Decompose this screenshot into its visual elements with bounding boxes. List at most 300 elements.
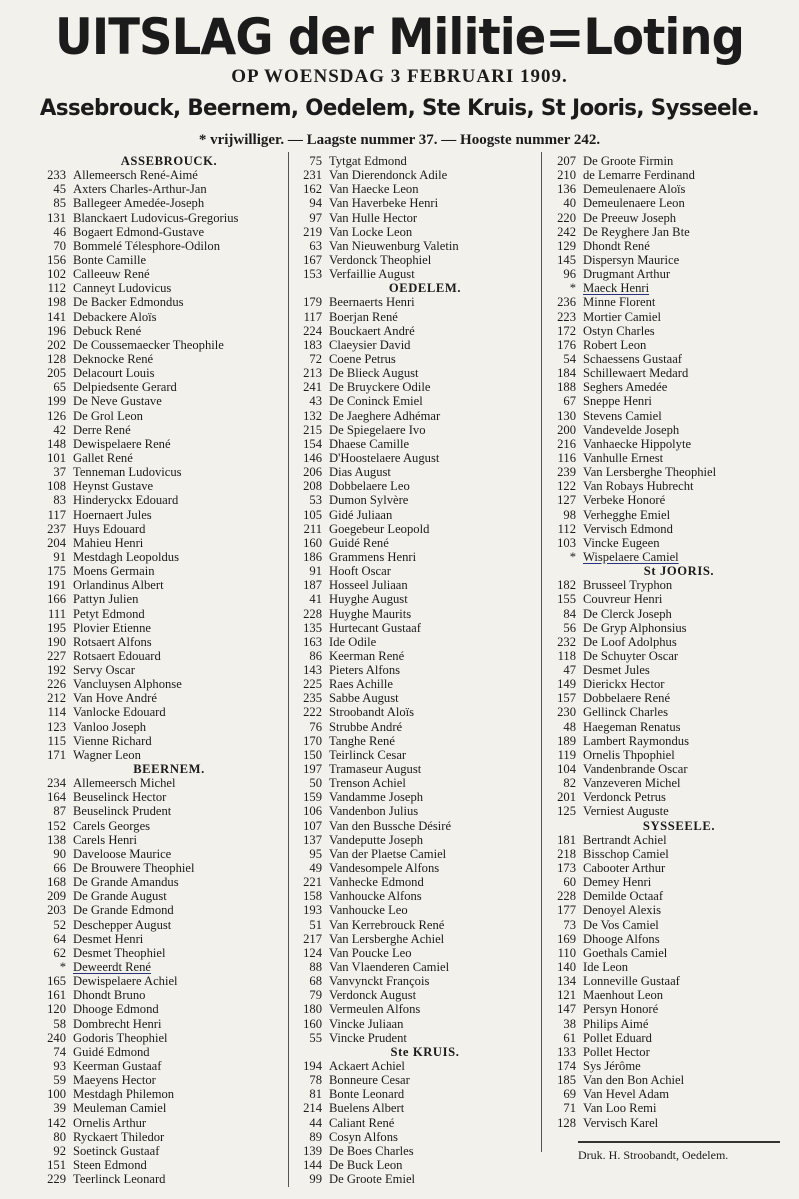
list-item <box>294 508 556 522</box>
list-item <box>294 776 556 790</box>
lot-number: 102 <box>47 267 66 282</box>
list-item <box>38 932 300 946</box>
lot-number: 179 <box>303 295 322 310</box>
list-item <box>548 536 799 550</box>
lot-number: 139 <box>303 1143 322 1158</box>
conscript-name: Van den Bussche Désiré <box>329 818 452 833</box>
lot-number: 126 <box>47 408 66 423</box>
towns-heading: Assebrouck, Beernem, Oedelem, Ste Kruis, St Jooris, Sysseele. <box>39 96 760 121</box>
conscript-name: Denoyel Alexis <box>583 903 661 918</box>
list-item <box>38 875 300 889</box>
conscript-name: Van Hove André <box>73 691 157 706</box>
lot-number: 138 <box>47 832 66 847</box>
conscript-name: Mahieu Henri <box>73 535 144 550</box>
lot-number: 108 <box>47 479 66 494</box>
conscript-name: Soetinck Gustaaf <box>73 1143 160 1158</box>
lot-number: 188 <box>557 380 576 395</box>
conscript-name: Verdonck Theophiel <box>329 252 432 267</box>
column-1 <box>38 154 300 1186</box>
lot-number: 226 <box>47 677 66 692</box>
lot-number: 67 <box>563 394 576 409</box>
conscript-name: Van der Plaetse Camiel <box>329 846 447 861</box>
list-item <box>38 1017 300 1031</box>
lot-number: 154 <box>303 436 322 451</box>
conscript-name: Robert Leon <box>583 337 647 352</box>
list-item <box>294 1172 556 1186</box>
lot-number: 155 <box>557 592 576 607</box>
lot-number: 124 <box>303 945 322 960</box>
list-item <box>294 522 556 536</box>
list-item <box>548 663 799 677</box>
lot-number: 231 <box>303 168 322 183</box>
lot-number: 128 <box>47 351 66 366</box>
lot-number: 104 <box>557 762 576 777</box>
conscript-name: D'Hoostelaere August <box>329 450 440 465</box>
lot-number: 101 <box>47 450 66 465</box>
conscript-name: Philips Aimé <box>583 1016 649 1031</box>
lot-number: 90 <box>53 846 66 861</box>
conscript-name: Daveloose Maurice <box>73 846 172 861</box>
list-item <box>294 1144 556 1158</box>
lot-number: 41 <box>309 592 322 607</box>
list-item <box>548 691 799 705</box>
conscript-name: Wagner Leon <box>73 747 141 762</box>
list-item <box>38 889 300 903</box>
list-item <box>294 564 556 578</box>
lot-number: 218 <box>557 846 576 861</box>
lot-number: 163 <box>303 634 322 649</box>
lot-number: 158 <box>303 889 322 904</box>
conscript-name: Lambert Raymondus <box>583 733 689 748</box>
list-item <box>38 734 300 748</box>
list-item <box>548 451 799 465</box>
conscript-name: Bommelé Télesphore-Odilon <box>73 238 221 253</box>
list-item <box>294 1017 556 1031</box>
conscript-name: Van Lersberghe Theophiel <box>583 465 717 480</box>
lot-number: 122 <box>557 479 576 494</box>
conscript-name: De Groote Firmin <box>583 154 674 168</box>
list-item <box>294 310 556 324</box>
list-item <box>548 253 799 267</box>
conscript-name: Canneyt Ludovicus <box>73 281 172 296</box>
conscript-name: Allemeersch Michel <box>73 776 176 791</box>
list-item <box>548 790 799 804</box>
list-item <box>38 394 300 408</box>
lot-number: 145 <box>557 252 576 267</box>
lot-number: 117 <box>303 309 322 324</box>
conscript-name: Hurtecant Gustaaf <box>329 620 421 635</box>
lot-number: 71 <box>563 1101 576 1116</box>
lot-number: 150 <box>303 747 322 762</box>
list-item <box>38 1116 300 1130</box>
lot-number: 78 <box>309 1073 322 1088</box>
lot-number: 169 <box>557 931 576 946</box>
conscript-name: Carels Georges <box>73 818 151 833</box>
conscript-name: Dhaese Camille <box>329 436 410 451</box>
lot-number: 144 <box>303 1157 322 1172</box>
lot-number: 196 <box>47 323 66 338</box>
conscript-name: Caliant René <box>329 1115 395 1130</box>
list-item <box>294 394 556 408</box>
lot-number: 62 <box>53 945 66 960</box>
conscript-name: Goegebeur Leopold <box>329 521 430 536</box>
lot-number: 128 <box>557 1115 576 1130</box>
list-item <box>294 295 556 309</box>
lot-number: 47 <box>563 663 576 678</box>
list-item <box>294 1002 556 1016</box>
lot-number: 76 <box>309 719 322 734</box>
lot-number: 103 <box>557 535 576 550</box>
list-item <box>294 1116 556 1130</box>
lot-number: 201 <box>557 790 576 805</box>
lot-number: 50 <box>309 776 322 791</box>
list-item <box>548 974 799 988</box>
lot-number: 117 <box>47 507 66 522</box>
conscript-name: Tanghe René <box>329 733 395 748</box>
conscript-name: Strubbe André <box>329 719 403 734</box>
list-item <box>294 691 556 705</box>
conscript-name: Vincke Eugeen <box>583 535 660 550</box>
lot-number: 110 <box>557 945 576 960</box>
lot-number: 66 <box>53 861 66 876</box>
list-item <box>548 932 799 946</box>
section-heading: SYSSEELE. <box>642 818 716 833</box>
conscript-name: De Grande Amandus <box>73 875 179 890</box>
list-item <box>38 790 300 804</box>
list-item <box>38 748 300 762</box>
conscript-name: Demey Henri <box>583 875 652 890</box>
list-item <box>548 960 799 974</box>
conscript-name: Verhegghe Emiel <box>583 507 671 522</box>
conscript-name: Dobbelaere René <box>583 691 671 706</box>
lot-number: 227 <box>47 648 66 663</box>
printer-credit: Druk. H. Stroobandt, Oedelem. <box>578 1148 729 1162</box>
list-item <box>548 720 799 734</box>
list-item <box>38 974 300 988</box>
lot-number: 180 <box>303 1002 322 1017</box>
conscript-name: Mestdagh Leopoldus <box>73 549 179 564</box>
list-item <box>294 182 556 196</box>
lot-number: 91 <box>309 564 322 579</box>
conscript-name: Stroobandt Aloïs <box>329 705 415 720</box>
list-item <box>548 182 799 196</box>
lot-number: 136 <box>557 182 576 197</box>
conscript-name: Brusseel Tryphon <box>583 578 673 593</box>
lot-number: 185 <box>557 1073 576 1088</box>
list-item <box>38 946 300 960</box>
list-item <box>294 1130 556 1144</box>
list-item <box>294 918 556 932</box>
conscript-name: Plovier Etienne <box>73 620 151 635</box>
conscript-name: Pollet Hector <box>583 1044 650 1059</box>
conscript-name: Van Poucke Leo <box>329 945 412 960</box>
conscript-name: De Brouwere Theophiel <box>73 861 195 876</box>
conscript-name: De Coussemaecker Theophile <box>73 337 224 352</box>
list-item <box>548 550 799 564</box>
conscript-name: Vandesompele Alfons <box>329 861 440 876</box>
list-item <box>38 1045 300 1059</box>
list-item <box>294 196 556 210</box>
lot-number: 105 <box>303 507 322 522</box>
conscript-name: Ide Odile <box>329 634 377 649</box>
lot-number: 75 <box>309 154 322 168</box>
lot-number: 147 <box>557 1002 576 1017</box>
lot-number: 45 <box>53 182 66 197</box>
conscript-name: Couvreur Henri <box>583 592 663 607</box>
conscript-name: Van den Bon Achiel <box>583 1073 685 1088</box>
list-item <box>294 409 556 423</box>
list-item <box>38 564 300 578</box>
list-item <box>38 1158 300 1172</box>
conscript-name: Sys Jérôme <box>583 1059 641 1073</box>
lot-number: 65 <box>53 380 66 395</box>
conscript-name: Bouckaert André <box>329 323 415 338</box>
lot-number: 204 <box>47 535 66 550</box>
conscript-name: Rotsaert Edouard <box>73 648 161 663</box>
lot-number: 157 <box>557 691 576 706</box>
conscript-name: Coene Petrus <box>329 351 396 366</box>
list-item <box>294 1031 556 1045</box>
lot-number: 152 <box>47 818 66 833</box>
conscript-name: Ornelis Arthur <box>73 1115 147 1130</box>
list-item <box>548 493 799 507</box>
conscript-name: Dhooge Alfons <box>583 931 660 946</box>
conscript-name: Huyghe Maurits <box>329 606 412 621</box>
list-item <box>548 338 799 352</box>
lot-number: 193 <box>303 903 322 918</box>
lot-number: 175 <box>47 564 66 579</box>
list-item <box>38 819 300 833</box>
conscript-name: De Gryp Alphonsius <box>583 620 687 635</box>
lot-number: 234 <box>47 776 66 791</box>
lot-number: 129 <box>557 238 576 253</box>
conscript-name: De Groote Emiel <box>329 1172 416 1187</box>
lot-number: 93 <box>53 1059 66 1073</box>
conscript-name: Vervisch Karel <box>583 1115 659 1130</box>
list-item <box>38 607 300 621</box>
conscript-name: De Schuyter Oscar <box>583 648 679 663</box>
lot-number: 97 <box>309 210 322 225</box>
lot-number: 85 <box>53 196 66 211</box>
list-item <box>548 1087 799 1101</box>
lot-number: 53 <box>309 493 322 508</box>
lot-number: 94 <box>309 196 322 211</box>
lot-number: 132 <box>303 408 322 423</box>
lot-number: 72 <box>309 351 322 366</box>
conscript-name: Huys Edouard <box>73 521 146 536</box>
conscript-name: Vanhecke Edmond <box>329 875 424 890</box>
conscript-name: Derre René <box>73 422 131 437</box>
lot-number: 160 <box>303 1016 322 1031</box>
list-item <box>548 776 799 790</box>
list-item <box>548 635 799 649</box>
list-item <box>294 847 556 861</box>
list-item <box>548 1031 799 1045</box>
conscript-name: Desmet Henri <box>73 931 144 946</box>
conscript-name: Boerjan René <box>329 309 398 324</box>
list-item <box>294 932 556 946</box>
lot-number: * <box>569 549 576 564</box>
conscript-name: Verniest Auguste <box>583 804 669 819</box>
conscript-name: Bisschop Camiel <box>583 846 669 861</box>
conscript-name: Dias August <box>329 465 391 480</box>
list-item <box>294 352 556 366</box>
lot-number: 84 <box>563 606 576 621</box>
lot-number: 162 <box>303 182 322 197</box>
conscript-name: Dewispelaere René <box>73 436 171 451</box>
list-item <box>548 380 799 394</box>
list-item <box>294 536 556 550</box>
list-item <box>294 974 556 988</box>
lot-number: 99 <box>309 1172 322 1187</box>
column-divider <box>288 152 289 1187</box>
lot-number: 160 <box>303 535 322 550</box>
conscript-name: Hosseel Juliaan <box>329 578 408 593</box>
conscript-name: Teirlinck Cesar <box>329 747 407 762</box>
conscript-name: Godoris Theophiel <box>73 1030 168 1045</box>
conscript-name: Cosyn Alfons <box>329 1129 398 1144</box>
lot-number: 240 <box>47 1030 66 1045</box>
conscript-name: Wispelaere Camiel <box>583 549 679 564</box>
lot-number: 167 <box>303 252 322 267</box>
list-item <box>38 833 300 847</box>
lot-number: 239 <box>557 465 576 480</box>
list-item <box>38 1130 300 1144</box>
lot-number: 202 <box>47 337 66 352</box>
lot-number: 119 <box>557 747 576 762</box>
lot-number: 164 <box>47 790 66 805</box>
lot-number: 92 <box>53 1143 66 1158</box>
conscript-name: De Clerck Joseph <box>583 606 672 621</box>
list-item <box>38 380 300 394</box>
conscript-name: Petyt Edmond <box>73 606 145 621</box>
lot-number: 51 <box>309 917 322 932</box>
lot-number: 130 <box>557 408 576 423</box>
conscript-name: Hinderyckx Edouard <box>73 493 179 508</box>
section-heading: St JOORIS. <box>643 564 715 579</box>
conscript-name: Blanckaert Ludovicus-Gregorius <box>73 210 239 225</box>
lot-number: 134 <box>557 974 576 989</box>
list-item <box>294 550 556 564</box>
lot-number: 61 <box>563 1030 576 1045</box>
list-item <box>38 225 300 239</box>
lot-number: 211 <box>303 521 322 536</box>
list-item <box>548 1073 799 1087</box>
lot-number: 232 <box>557 634 576 649</box>
conscript-name: Gellinck Charles <box>583 705 668 720</box>
conscript-name: Lonneville Gustaaf <box>583 974 680 989</box>
list-item <box>548 1059 799 1073</box>
lot-number: 58 <box>53 1016 66 1031</box>
list-item <box>294 960 556 974</box>
conscript-name: De Loof Adolphus <box>583 634 677 649</box>
list-item <box>294 493 556 507</box>
conscript-name: Vancluysen Alphonse <box>73 677 182 692</box>
conscript-name: Tenneman Ludovicus <box>73 465 182 480</box>
conscript-name: Bonneure Cesar <box>329 1073 410 1088</box>
list-item <box>38 720 300 734</box>
lot-number: 228 <box>557 889 576 904</box>
conscript-name: Minne Florent <box>583 295 656 310</box>
lot-number: 190 <box>47 634 66 649</box>
list-item <box>38 635 300 649</box>
lot-number: 111 <box>48 606 66 621</box>
lot-number: 209 <box>47 889 66 904</box>
list-item <box>548 875 799 889</box>
lot-number: 96 <box>563 267 576 282</box>
column-2 <box>294 154 556 1186</box>
lot-number: 176 <box>557 337 576 352</box>
lot-number: 183 <box>303 337 322 352</box>
list-item <box>38 578 300 592</box>
list-item <box>548 479 799 493</box>
list-item <box>548 578 799 592</box>
list-item <box>548 861 799 875</box>
lot-number: 172 <box>557 323 576 338</box>
conscript-name: Vandenbrande Oscar <box>583 762 688 777</box>
list-item <box>548 168 799 182</box>
conscript-name: Schillewaert Medard <box>583 366 689 381</box>
list-item <box>38 295 300 309</box>
conscript-name: De Bruyckere Odile <box>329 380 431 395</box>
list-item <box>294 621 556 635</box>
volunteer-note: * vrijwilliger. — Laagste nummer 37. — Hoogste nummer 242. <box>198 132 601 148</box>
list-item <box>38 1101 300 1115</box>
conscript-name: Deschepper August <box>73 917 172 932</box>
list-item <box>548 734 799 748</box>
lot-number: 55 <box>309 1030 322 1045</box>
conscript-name: Steen Edmond <box>73 1157 147 1172</box>
lot-number: 153 <box>303 267 322 282</box>
conscript-name: Desmet Jules <box>583 663 650 678</box>
lot-number: 173 <box>557 861 576 876</box>
lot-number: 95 <box>309 846 322 861</box>
lot-number: 212 <box>47 691 66 706</box>
conscript-name: Vanhoucke Alfons <box>329 889 422 904</box>
list-item <box>548 833 799 847</box>
list-item <box>294 1101 556 1115</box>
list-item <box>294 239 556 253</box>
list-item <box>548 465 799 479</box>
list-item <box>548 239 799 253</box>
lot-number: 81 <box>309 1087 322 1102</box>
conscript-name: Persyn Honoré <box>583 1002 659 1017</box>
list-item <box>548 762 799 776</box>
list-item <box>38 465 300 479</box>
lot-number: 228 <box>303 606 322 621</box>
list-item <box>38 691 300 705</box>
conscript-name: De Vos Camiel <box>583 917 659 932</box>
conscript-name: Mortier Camiel <box>583 309 661 324</box>
lot-number: 143 <box>303 663 322 678</box>
conscript-name: Verdonck Petrus <box>583 790 666 805</box>
conscript-name: Demeulenaere Aloïs <box>583 182 686 197</box>
conscript-name: Servy Oscar <box>73 663 135 678</box>
lot-number: 151 <box>47 1157 66 1172</box>
conscript-name: Vanloo Joseph <box>73 719 147 734</box>
lot-number: 194 <box>303 1059 322 1073</box>
lot-number: 131 <box>47 210 66 225</box>
list-item <box>548 988 799 1002</box>
conscript-name: Ornelis Thpophiel <box>583 747 675 762</box>
list-item <box>38 451 300 465</box>
list-item <box>294 946 556 960</box>
list-item <box>548 677 799 691</box>
lot-number: 220 <box>557 210 576 225</box>
conscript-name: Huyghe August <box>329 592 408 607</box>
conscript-name: Vanhulle Ernest <box>583 450 664 465</box>
conscript-name: Deweerdt René <box>73 960 151 975</box>
